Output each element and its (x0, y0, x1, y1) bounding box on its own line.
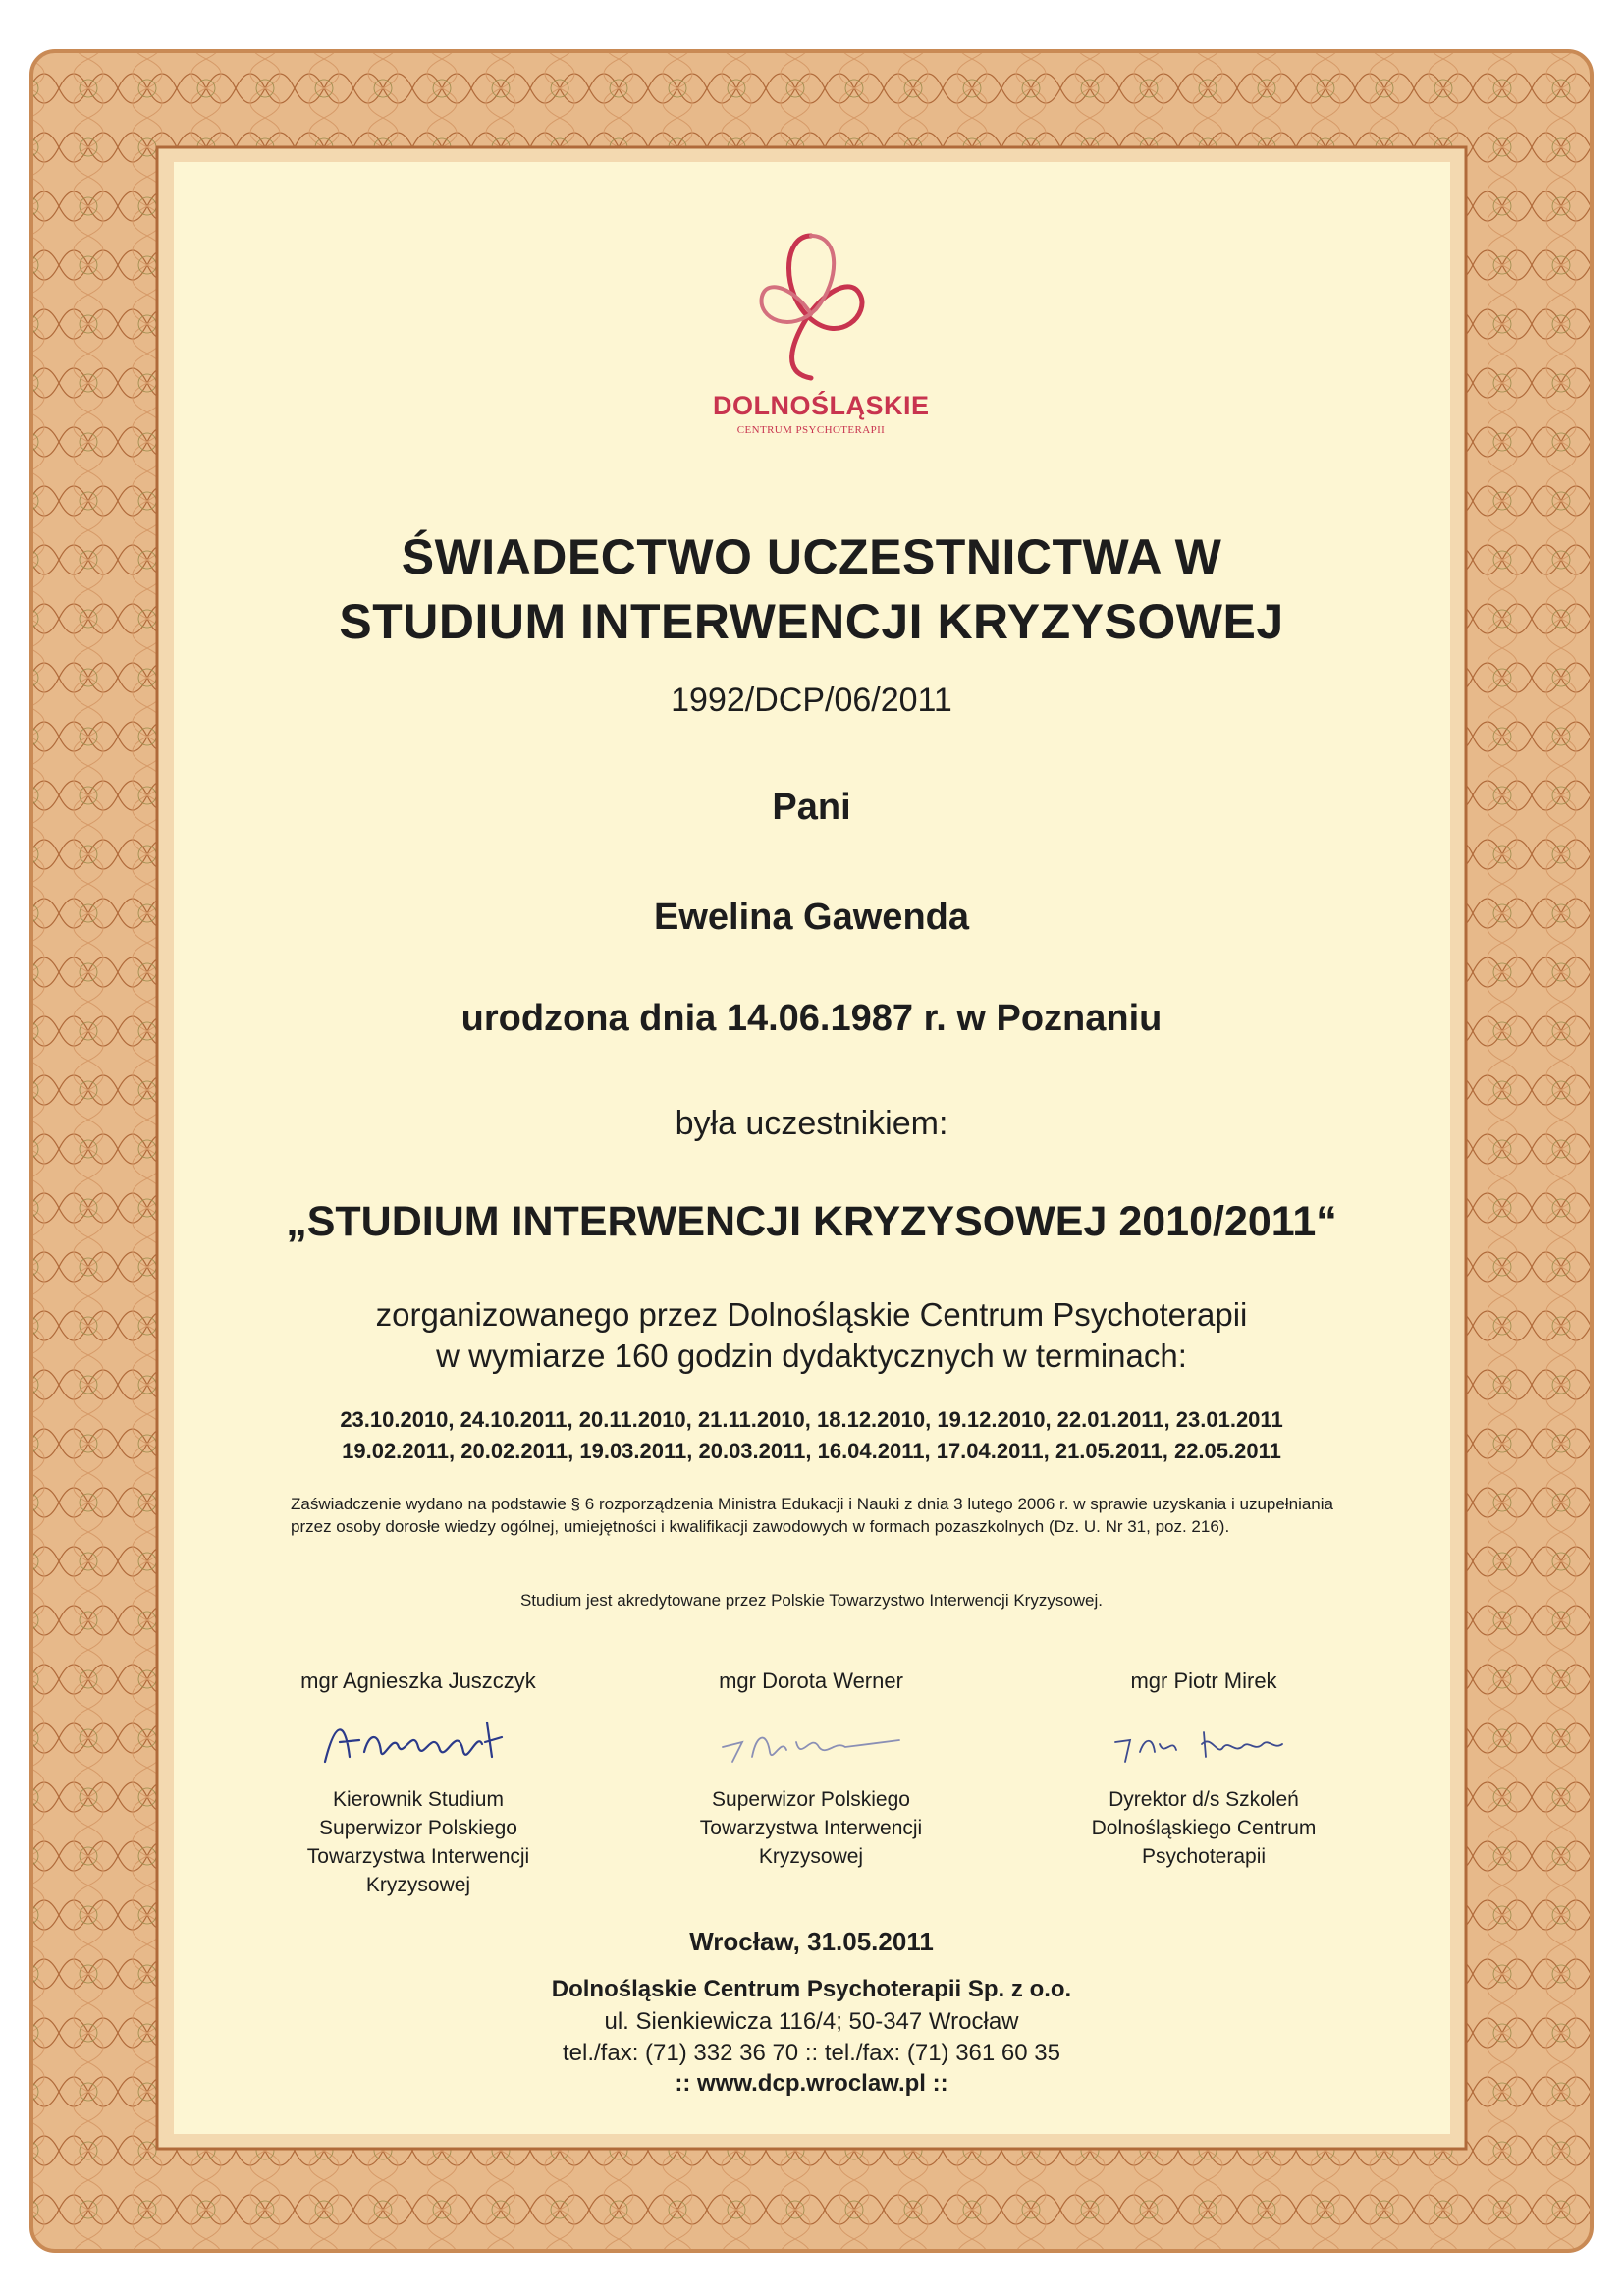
signatory-role-line: Superwizor Polskiego (712, 1788, 910, 1811)
signatory-2 (624, 1667, 998, 1871)
signatory-role-line: Psychoterapii (1141, 1845, 1267, 1868)
signature-image (1096, 1703, 1312, 1781)
signatory-1 (232, 1667, 605, 1899)
dates-line1: 23.10.2010, 24.10.2011, 20.11.2010, 21.11.2010, 18.12.2010, 19.12.2010, 22.01.2011, 23.01.2011 (340, 1407, 1283, 1432)
logo (713, 226, 930, 452)
signatory-role-line: Dolnośląskiego Centrum (1091, 1817, 1317, 1839)
organizer-line1: zorganizowanego przez Dolnośląskie Centrum Psychoterapii (375, 1296, 1248, 1333)
organizer-line2: w wymiarze 160 godzin dydaktycznych w terminach: (436, 1338, 1187, 1374)
signatory-role-line: Superwizor Polskiego (319, 1817, 517, 1839)
legal-basis-text: Zaświadczenie wydano na podstawie § 6 rozporządzenia Ministra Edukacji i Nauki z dnia 3 lutego 2006 r. w sprawie uzyskania i uzupełniania przez osoby dorosłe wiedzy ogólnej, umiejętności i kwalifikacji zawodowych w formach pozaszkolnych (Dz. U. Nr 31, poz. 216). (291, 1495, 1333, 1536)
salutation: Pani (772, 787, 851, 828)
signature-image (703, 1703, 919, 1781)
signatory-role-line: Dyrektor d/s Szkoleń (1109, 1788, 1299, 1811)
logo-name: DOLNOŚLĄSKIE (713, 391, 930, 420)
birth-info: urodzona dnia 14.06.1987 r. w Poznaniu (460, 998, 1163, 1039)
signatory-role-line: Towarzystwa Interwencji (699, 1817, 923, 1839)
certificate-title-line2: STUDIUM INTERWENCJI KRYZYSOWEJ (339, 594, 1284, 649)
signatory-name: mgr Agnieszka Juszczyk (300, 1668, 536, 1693)
dates-line2: 19.02.2011, 20.02.2011, 19.03.2011, 20.03.2011, 16.04.2011, 17.04.2011, 21.05.2011, 22.05.2011 (342, 1439, 1281, 1463)
place-and-date: Wrocław, 31.05.2011 (689, 1927, 934, 1956)
accreditation-text: Studium jest akredytowane przez Polskie Towarzystwo Interwencji Kryzysowej. (519, 1591, 1104, 1610)
signatory-role-line: Kryzysowej (365, 1874, 471, 1896)
company-website: :: www.dcp.wroclaw.pl :: (675, 2070, 948, 2097)
company-phones: tel./fax: (71) 332 36 70 :: tel./fax: (71) 361 60 35 (563, 2040, 1060, 2066)
logo-subtitle: CENTRUM PSYCHOTERAPII (736, 424, 886, 436)
signatory-role-line: Towarzystwa Interwencji (306, 1845, 530, 1868)
course-name: „STUDIUM INTERWENCJI KRYZYSOWEJ 2010/2011“ (286, 1198, 1337, 1245)
signatory-name: mgr Piotr Mirek (1130, 1668, 1277, 1693)
signatory-3 (1017, 1667, 1390, 1871)
signatory-role-line: Kryzysowej (758, 1845, 864, 1868)
certificate-number: 1992/DCP/06/2011 (671, 682, 952, 719)
signatory-name: mgr Dorota Werner (719, 1668, 903, 1693)
company-address: ul. Sienkiewicza 116/4; 50-347 Wrocław (604, 2008, 1019, 2035)
company-name: Dolnośląskie Centrum Psychoterapii Sp. z o.o. (551, 1976, 1072, 2002)
signatory-role-line: Kierownik Studium (333, 1788, 504, 1811)
signature-image (310, 1703, 526, 1781)
participant-text: była uczestnikiem: (675, 1105, 948, 1142)
certificate-title-line1: ŚWIADECTWO UCZESTNICTWA W (401, 529, 1222, 584)
recipient-name: Ewelina Gawenda (654, 897, 969, 938)
logo-ribbon-icon (713, 226, 909, 388)
